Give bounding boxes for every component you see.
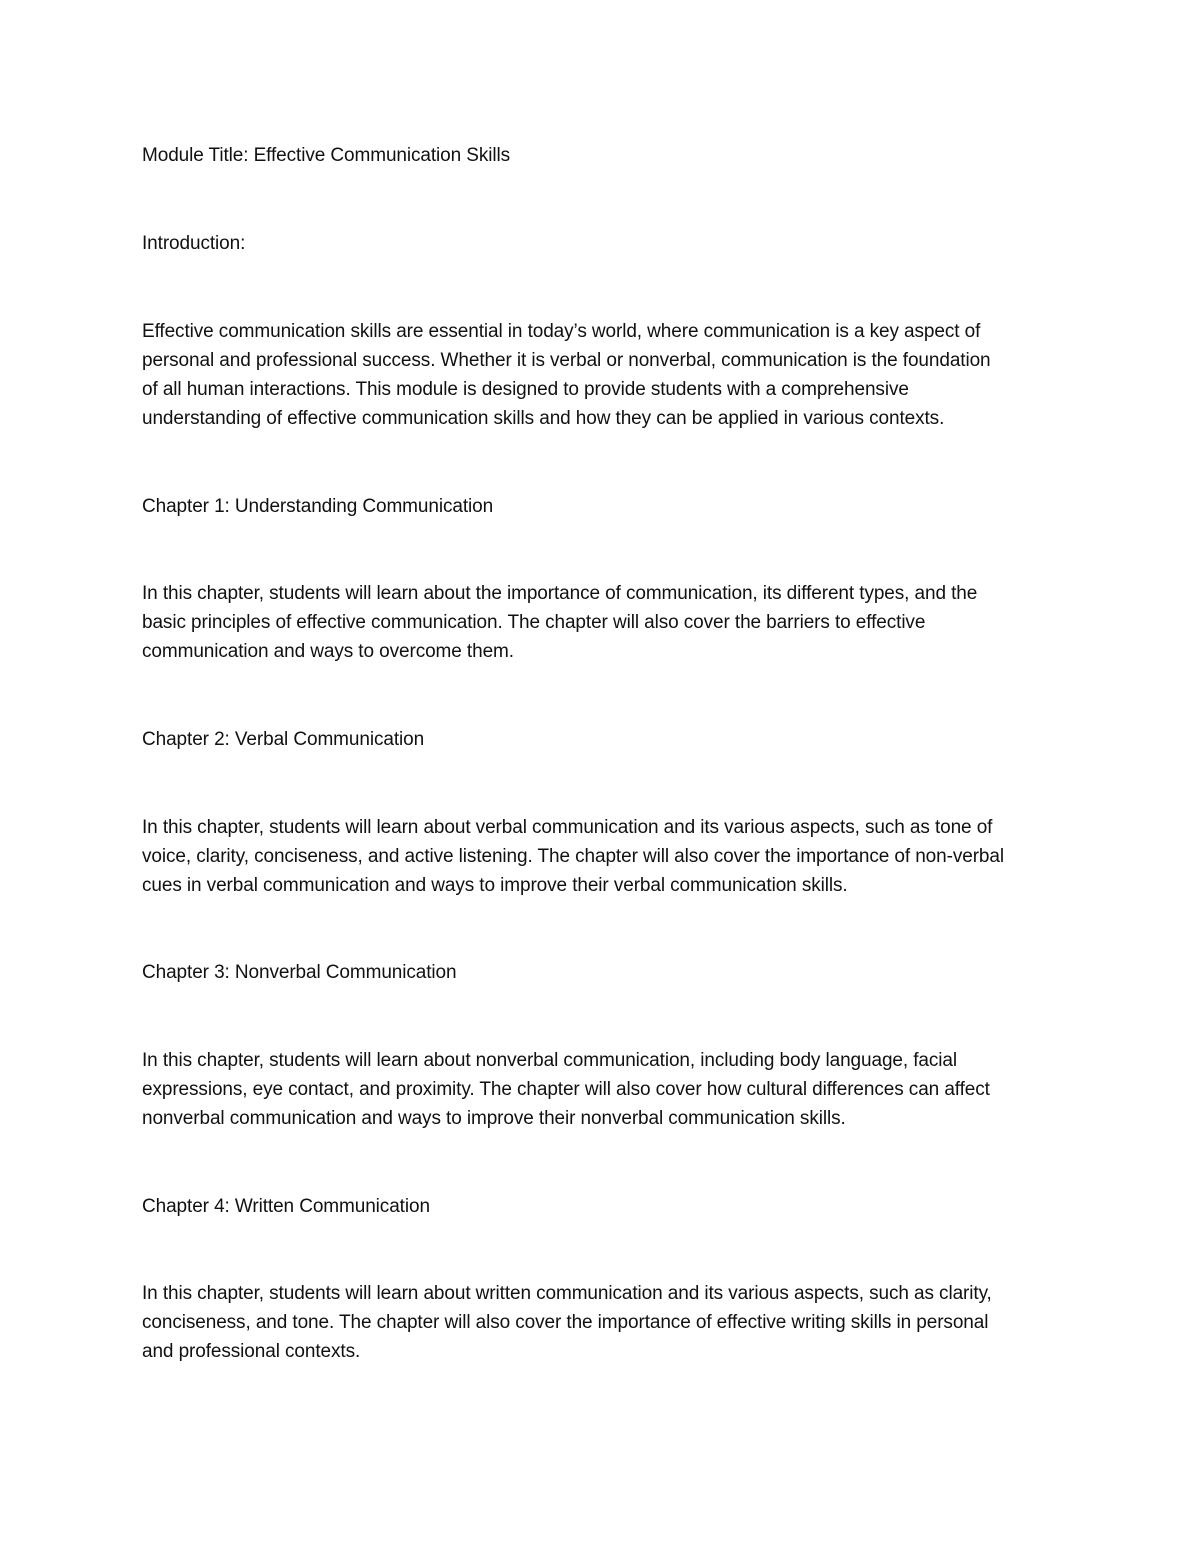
- chapter-2-heading: Chapter 2: Verbal Communication: [142, 729, 425, 750]
- chapter-4-heading: Chapter 4: Written Communication: [142, 1196, 430, 1217]
- chapter-4-line: conciseness, and tone. The chapter will also cover the importance of effective writing skills in personal: [142, 1312, 989, 1333]
- introduction-heading: Introduction:: [142, 233, 246, 254]
- introduction-line: of all human interactions. This module is designed to provide students with a comprehensive: [142, 379, 909, 400]
- chapter-1-line: basic principles of effective communication. The chapter will also cover the barriers to effective: [142, 612, 926, 633]
- introduction-line: personal and professional success. Whether it is verbal or nonverbal, communication is the foundation: [142, 350, 991, 371]
- chapter-4-line: and professional contexts.: [142, 1341, 361, 1362]
- chapter-3-line: nonverbal communication and ways to improve their nonverbal communication skills.: [142, 1108, 846, 1129]
- chapter-4-line: In this chapter, students will learn about written communication and its various aspects, such as clarity,: [142, 1283, 992, 1304]
- chapter-1-line: In this chapter, students will learn about the importance of communication, its different types, and the: [142, 583, 978, 604]
- chapter-3-line: In this chapter, students will learn about nonverbal communication, including body language, facial: [142, 1050, 957, 1071]
- introduction-line: understanding of effective communication skills and how they can be applied in various contexts.: [142, 408, 945, 429]
- chapter-1-line: communication and ways to overcome them.: [142, 641, 514, 662]
- chapter-2-line: voice, clarity, conciseness, and active listening. The chapter will also cover the importance of non-verbal: [142, 846, 1004, 867]
- chapter-2-line: cues in verbal communication and ways to improve their verbal communication skills.: [142, 875, 848, 896]
- chapter-3-line: expressions, eye contact, and proximity. The chapter will also cover how cultural differences can affect: [142, 1079, 990, 1100]
- module-title: Module Title: Effective Communication Skills: [142, 145, 511, 166]
- chapter-2-line: In this chapter, students will learn about verbal communication and its various aspects, such as tone of: [142, 817, 993, 838]
- chapter-3-heading: Chapter 3: Nonverbal Communication: [142, 962, 457, 983]
- chapter-1-heading: Chapter 1: Understanding Communication: [142, 496, 494, 517]
- introduction-line: Effective communication skills are essential in today’s world, where communication is a key aspect of: [142, 321, 981, 342]
